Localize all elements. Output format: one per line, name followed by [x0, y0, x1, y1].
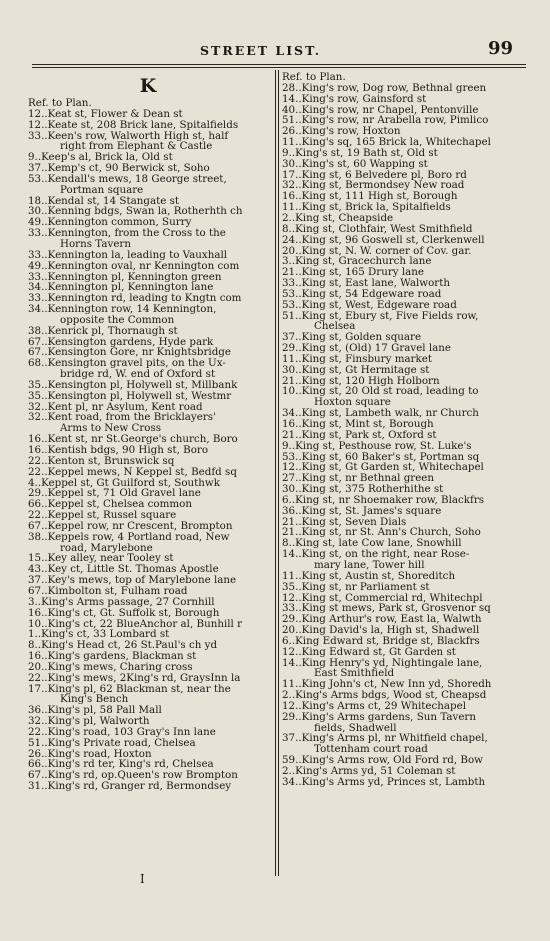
street-entry: 32..King's pl, Walworth — [28, 716, 150, 727]
street-entry: 32..Kent pl, nr Asylum, Kent road — [28, 401, 203, 413]
section-letter: K — [139, 75, 157, 97]
street-entry: 8..King's Head ct, 26 St.Paul's ch yd — [28, 640, 218, 652]
street-entry: 2..King's Arms yd, 51 Coleman st — [282, 766, 456, 777]
street-entry: 9..King st, Pesthouse row, St. Luke's — [282, 440, 472, 452]
street-entry: 28..King's row, Dog row, Bethnal green — [282, 82, 487, 94]
street-entry: 33..Kennington pl, Kennington green — [28, 271, 222, 283]
street-entry: 37..King st, Golden square — [282, 332, 422, 344]
street-entry: 67..Kimbolton st, Fulham road — [28, 585, 188, 597]
street-entry: 21..King st, nr St. Ann's Church, Soho — [282, 527, 481, 539]
street-entry: 53..King st, 54 Edgeware road — [282, 288, 442, 300]
street-entry: 53..King st, 60 Baker's st, Portman sq — [282, 451, 480, 463]
street-entry: 20..King st, N. W. corner of Cov. gar. — [282, 245, 472, 257]
street-entry: right from Elephant & Castle — [60, 141, 213, 153]
street-entry: 10..King's ct, 22 BlueAnchor al, Bunhill r — [28, 618, 243, 630]
street-entry: 17..King st, 6 Belvedere pl, Boro rd — [282, 169, 467, 181]
street-entry: 6..King st, nr Shoemaker row, Blackfrs — [282, 494, 485, 506]
street-entry: 2..King's Arms bdgs, Wood st, Cheapsd — [282, 690, 487, 701]
street-entry: opposite the Common — [60, 314, 175, 326]
page-number: 99 — [488, 38, 514, 59]
street-entry: 53..King st, West, Edgeware road — [282, 299, 457, 311]
street-entry: 38..Kenrick pl, Thornaugh st — [28, 325, 178, 337]
street-entry: 43..Key ct, Little St. Thomas Apostle — [28, 564, 219, 576]
street-entry: 33..Kennington la, leading to Vauxhall — [28, 249, 228, 261]
street-entry: 68..Kensington gravel pits, on the Ux- — [28, 358, 226, 370]
street-entry: 29..King's Arms gardens, Sun Tavern — [282, 711, 476, 723]
street-entry: Arms to New Cross — [60, 423, 162, 435]
street-entry: 37..King's Arms pl, nr Whitfield chapel, — [282, 733, 488, 745]
street-entry: 14..King st, on the right, near Rose- — [282, 549, 470, 560]
street-entry: 1..King's ct, 33 Lombard st — [28, 629, 170, 641]
street-entry: 11..King's sq, 165 Brick la, Whitechapel — [282, 137, 491, 148]
street-entry: 37..Kemp's ct, 90 Berwick st, Soho — [28, 163, 210, 174]
street-entry: 35..King st, nr Parliament st — [282, 581, 430, 593]
street-entry: 33..King st mews, Park st, Grosvenor sq — [282, 603, 491, 615]
street-entry: 67..Keppel row, nr Crescent, Brompton — [28, 520, 233, 532]
street-entry: 26..King's road, Hoxton — [28, 748, 152, 760]
street-entry: 22..Keppel st, Russel square — [28, 510, 177, 521]
street-entry: 53..Kendall's mews, 18 George street, — [28, 173, 227, 185]
street-entry: 26..King's row, Hoxton — [282, 126, 401, 138]
street-entry: 11..King st, Brick la, Spitalfields — [282, 202, 451, 213]
street-entry: 11..King st, Finsbury market — [282, 353, 432, 365]
street-entry: 10..King st, 20 Old st road, leading to — [282, 386, 479, 398]
street-entry: 21..King st, 120 High Holborn — [282, 375, 440, 387]
street-entry: 4..Keppel st, Gt Guilford st, Southwk — [28, 477, 220, 489]
street-entry: 21..King st, Seven Dials — [282, 516, 407, 528]
street-entry: 66..King's rd ter, King's rd, Chelsea — [28, 759, 214, 771]
street-entry: 22..King's road, 103 Gray's Inn lane — [28, 726, 216, 738]
street-entry: 16..King st, Mint st, Borough — [282, 419, 434, 430]
street-entry: 34..Kennington pl, Kennington lane — [28, 282, 214, 294]
street-entry: 34..King's Arms yd, Princes st, Lambth — [282, 776, 486, 788]
street-entry: 14..King's row, Gainsford st — [282, 93, 427, 105]
street-entry: 22..Keppel mews, N Keppel st, Bedfd sq — [28, 466, 237, 478]
street-entry: 67..King's rd, op.Queen's row Brompton — [28, 770, 238, 782]
street-entry: 49..Kennington common, Surry — [28, 217, 192, 229]
street-entry: East Smithfield — [314, 668, 395, 680]
street-entry: 20..King David's la, High st, Shadwell — [282, 625, 480, 636]
street-entry: 66..Keppel st, Chelsea common — [28, 499, 192, 511]
street-entry: 12..King Edward st, Gt Garden st — [282, 646, 456, 658]
street-entry: 15..Key alley, near Tooley st — [28, 553, 174, 565]
street-entry: 8..King st, Clothfair, West Smithfield — [282, 223, 473, 235]
street-entry: 22..King's mews, 2King's rd, GraysInn la — [28, 672, 241, 684]
column-divider — [275, 70, 276, 876]
street-entry: 34..Kennington row, 14 Kennington, — [28, 304, 217, 315]
street-entry: 30..Kenning bdgs, Swan la, Rotherhth ch — [28, 206, 243, 218]
street-entry: mary lane, Tower hill — [314, 559, 425, 571]
street-entry: 49..Kennington oval, nr Kennington com — [28, 260, 240, 272]
street-entry: 16..King st, 111 High st, Borough — [282, 191, 458, 203]
street-entry: 67..Kensington Gore, nr Knightsbridge — [28, 347, 231, 359]
street-entry: 38..Keppels row, 4 Portland road, New — [28, 531, 230, 543]
street-entry: 35..Kensington pl, Holywell st, Millbank — [28, 379, 238, 391]
street-entry: 33..Keen's row, Walworth High st, half — [28, 130, 229, 142]
street-entry: 30..King's st, 60 Wapping st — [282, 158, 428, 170]
street-entry: 16..King's gardens, Blackman st — [28, 651, 197, 662]
street-entry: 51..King st, Ebury st, Five Fields row, — [282, 310, 479, 322]
header-rule-thin — [32, 67, 526, 68]
street-entry: 32..King st, Bermondsey New road — [282, 180, 465, 192]
street-entry: Chelsea — [314, 321, 356, 333]
ref-to-plan-label: Ref. to Plan. — [282, 71, 346, 83]
street-entry: Horns Tavern — [60, 238, 131, 250]
street-entry: Tottenham court road — [314, 744, 428, 756]
street-entry: 14..King Henry's yd, Nightingale lane, — [282, 657, 483, 669]
right-entries — [282, 83, 522, 788]
street-entry: 35..Kensington pl, Holywell st, Westmr — [28, 390, 232, 402]
running-title: STREET LIST. — [200, 43, 322, 58]
street-entry: road, Marylebone — [60, 542, 153, 554]
street-entry: 16..Kentish bdgs, 90 High st, Boro — [28, 445, 209, 456]
street-entry: 18..Kendal st, 14 Stangate st — [28, 195, 180, 207]
street-entry: 9..Keep's al, Brick la, Old st — [28, 152, 173, 164]
street-entry: 33..Kennington rd, leading to Kngtn com — [28, 293, 242, 305]
street-entry: 40..King's row, nr Chapel, Pentonville — [282, 104, 479, 116]
street-entry: 3..King st, Gracechurch lane — [282, 256, 432, 268]
street-entry: 30..King st, Gt Hermitage st — [282, 364, 430, 376]
street-entry: 33..King st, East lane, Walworth — [282, 278, 450, 289]
column-divider-thin — [278, 70, 279, 876]
street-entry: 12..Keate st, 208 Brick lane, Spitalfields — [28, 119, 239, 131]
street-entry: 12..King st, Commercial rd, Whitechpl — [282, 592, 483, 604]
street-entry: 16..Kent st, nr St.George's church, Boro — [28, 434, 238, 445]
street-entry: fields, Shadwell — [314, 722, 397, 734]
street-entry: 51..King's Private road, Chelsea — [28, 737, 196, 749]
street-entry: 51..King's row, nr Arabella row, Pimlico — [282, 115, 489, 127]
street-entry: 22..Kenton st, Brunswick sq — [28, 455, 175, 467]
street-entry: King's Bench — [60, 694, 129, 706]
street-entry: 21..King st, Park st, Oxford st — [282, 429, 437, 441]
street-entry: Portman square — [60, 184, 144, 196]
left-column — [28, 72, 268, 792]
street-entry: 24..King st, 96 Goswell st, Clerkenwell — [282, 234, 485, 246]
street-entry: 6..King Edward st, Bridge st, Blackfrs — [282, 635, 480, 647]
street-entry: 12..King st, Gt Garden st, Whitechapel — [282, 462, 484, 474]
street-entry: 32..Kent road, from the Bricklayers' — [28, 412, 216, 424]
right-column — [282, 72, 522, 788]
street-entry: 29..King Arthur's row, East la, Walwth — [282, 614, 482, 626]
street-entry: bridge rd, W. end of Oxford st — [60, 369, 216, 380]
page-header — [0, 38, 550, 64]
street-entry: 16..King's ct, Gt. Suffolk st, Borough — [28, 607, 220, 619]
street-entry: 11..King st, Austin st, Shoreditch — [282, 570, 456, 582]
street-entry: 20..King's mews, Charing cross — [28, 661, 193, 673]
signature-mark: I — [140, 872, 145, 886]
street-entry: 2..King st, Cheapside — [282, 212, 394, 224]
street-entry: 59..King's Arms row, Old Ford rd, Bow — [282, 755, 483, 766]
street-entry: 27..King st, nr Bethnal green — [282, 473, 435, 485]
street-entry: 12..King's Arms ct, 29 Whitechapel — [282, 700, 467, 712]
street-entry: 3..King's Arms passage, 27 Cornhill — [28, 596, 215, 608]
street-entry: 11..King John's ct, New Inn yd, Shoredh — [282, 679, 492, 691]
street-entry: 12..Keat st, Flower & Dean st — [28, 108, 183, 120]
street-entry: Hoxton square — [314, 397, 391, 409]
street-entry: 8..King st, late Cow lane, Snowhill — [282, 538, 462, 550]
street-entry: 17..King's pl, 62 Blackman st, near the — [28, 683, 231, 695]
street-entry: 29..King st, (Old) 17 Gravel lane — [282, 343, 452, 354]
street-entry: 34..King st, Lambeth walk, nr Church — [282, 408, 479, 419]
street-entry: 9..King's st, 19 Bath st, Old st — [282, 147, 438, 159]
street-entry: 29..Keppel st, 71 Old Gravel lane — [28, 488, 201, 500]
header-rule — [32, 64, 526, 65]
street-entry: 36..King st, St. James's square — [282, 505, 442, 517]
street-entry: 67..Kensington gardens, Hyde park — [28, 336, 214, 348]
ref-to-plan-label: Ref. to Plan. — [28, 97, 92, 109]
street-entry: 36..King's pl, 58 Pall Mall — [28, 705, 162, 717]
street-entry: 37..Key's mews, top of Marylebone lane — [28, 575, 237, 586]
street-entry: 33..Kennington, from the Cross to the — [28, 228, 226, 239]
street-entry: 21..King st, 165 Drury lane — [282, 267, 425, 279]
street-entry: 31..King's rd, Granger rd, Bermondsey — [28, 781, 232, 792]
street-entry: 30..King st, 375 Rotherhithe st — [282, 484, 444, 495]
left-entries — [28, 109, 268, 792]
